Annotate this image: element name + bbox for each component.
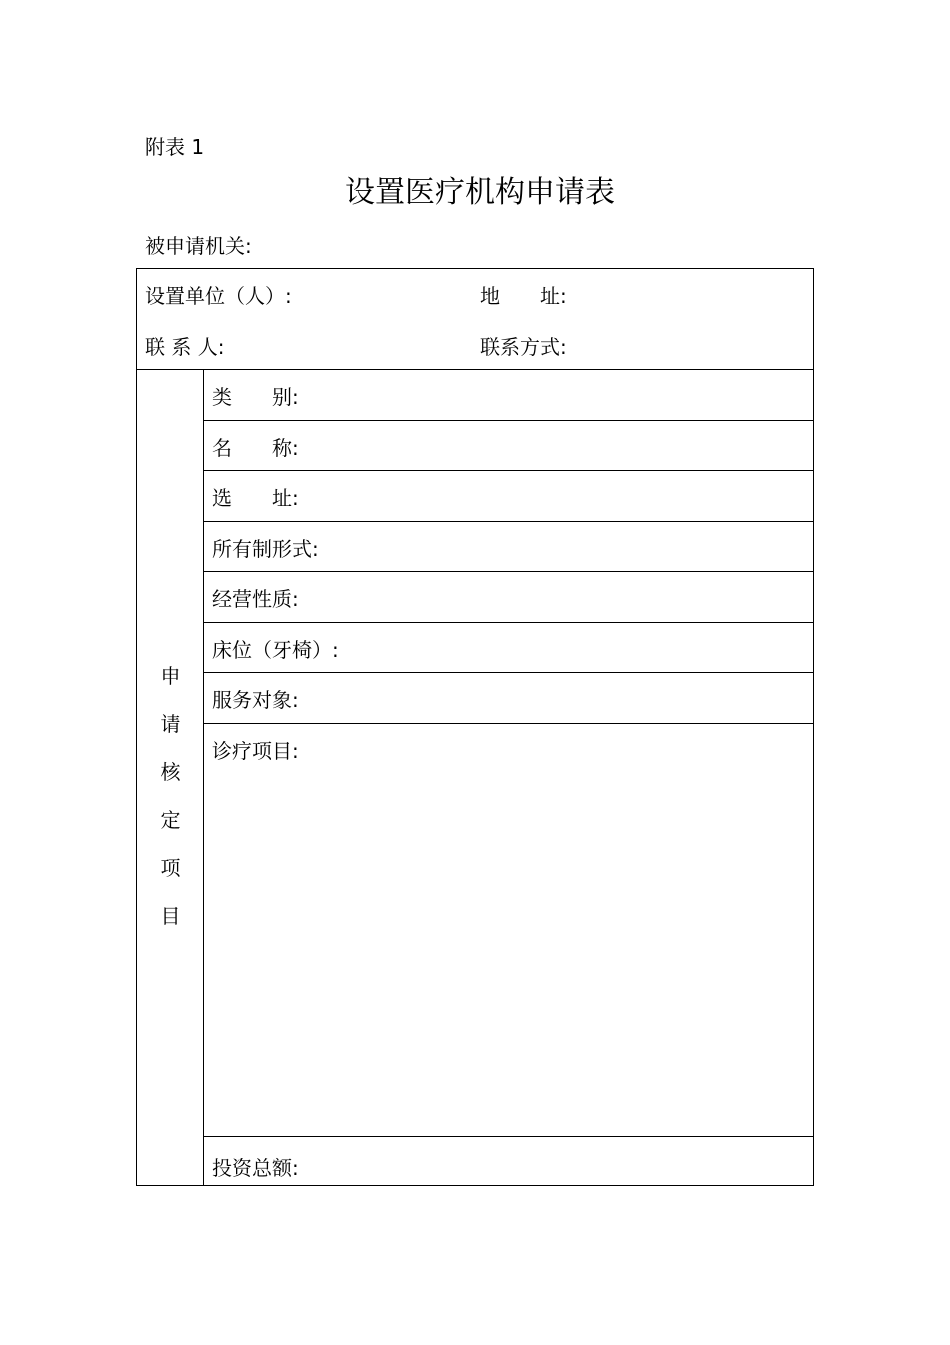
name-row: [204, 421, 813, 471]
ownership-label: 所有制形式:: [212, 537, 319, 561]
appendix-label: 附表 1: [145, 135, 205, 159]
side-char: 核: [160, 760, 181, 784]
side-char: 定: [160, 808, 181, 832]
location-label: 选 址:: [212, 486, 299, 510]
side-char: 目: [160, 904, 181, 928]
applicant-field: 设置单位（人）:: [145, 284, 292, 308]
treatment-items-label: 诊疗项目:: [212, 739, 299, 763]
items-column: [204, 370, 813, 1185]
side-char: 请: [160, 712, 181, 736]
side-column: [137, 370, 204, 1185]
location-row: [204, 471, 813, 522]
address-field: 地 址:: [480, 284, 567, 308]
service-target-row: [204, 673, 813, 724]
authority-label: 被申请机关:: [145, 234, 252, 258]
treatment-items-row: [204, 724, 813, 1137]
contact-person-field: 联 系 人:: [145, 335, 225, 359]
beds-row: [204, 623, 813, 673]
side-char: 项: [160, 856, 181, 880]
ownership-row: [204, 522, 813, 572]
contact-method-field: 联系方式:: [480, 335, 567, 359]
category-row: [204, 370, 813, 421]
page-title: 设置医疗机构申请表: [345, 175, 615, 210]
total-investment-row: [204, 1137, 813, 1185]
name-label: 名 称:: [212, 436, 299, 460]
beds-label: 床位（牙椅）:: [212, 638, 339, 662]
business-nature-row: [204, 572, 813, 623]
side-char: 申: [160, 664, 181, 688]
total-investment-label: 投资总额:: [212, 1156, 299, 1180]
side-label: [137, 652, 204, 940]
business-nature-label: 经营性质:: [212, 587, 299, 611]
service-target-label: 服务对象:: [212, 688, 299, 712]
category-label: 类 别:: [212, 385, 299, 409]
application-form-table: [136, 268, 814, 1186]
